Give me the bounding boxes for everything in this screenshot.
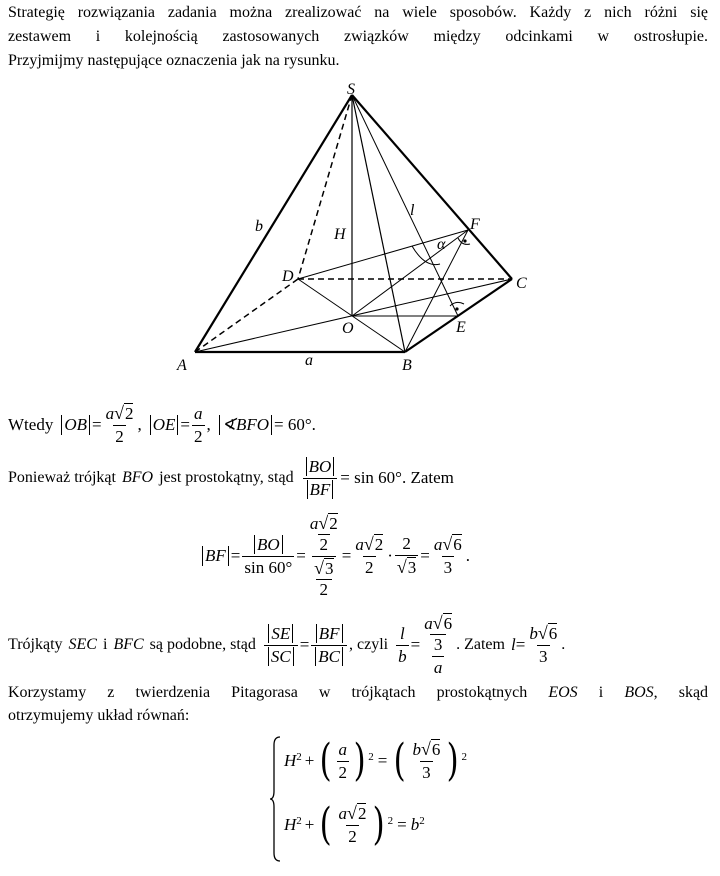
frac-a-over-2: $\frac{a}{2}$ (194, 403, 203, 446)
wtedy-lead: Wtedy (8, 415, 54, 434)
label-a: a (305, 352, 313, 369)
frac-BO-BF: $\frac{BO}{BF}$ (302, 457, 339, 500)
label-C: C (516, 275, 527, 292)
label-S: S (347, 81, 355, 98)
equation-1: H $^2$ + ( $\frac{a}{2}$ ) $^2$ = ( $\frac{b√6}{3}$ ) $^2$ (284, 735, 468, 786)
frac-a-sqrt2-over-2: $\frac{a√2}{2}$ (105, 403, 134, 446)
equation-system (270, 735, 470, 863)
label-E: E (456, 319, 466, 336)
wtedy-line: Wtedy OB = $\frac{a√2}{2}$ , OE = $\frac{a}{2}$ , ∢BFO = 60°. (8, 403, 316, 446)
intro-line-1: Strategię rozwiązania zadania można zrealizować na wiele sposobów. Każdy z nich różni się (8, 4, 708, 21)
korzystamy-line-1: Korzystamy z twierdzenia Pitagorasa w trójkątach prostokątnych EOS i BOS, skąd (8, 684, 709, 701)
abs-OE: OE (150, 415, 179, 435)
equation-2: H $^2$ + ( $\frac{a√2}{2}$ ) $^2$ = b $^2$ (284, 799, 425, 850)
frac-compound: a√2 2 √3 2 (309, 512, 338, 599)
bf-calculation: BF = $\frac{BO}{\sin 60^\circ}$ = a√2 2 √3 2 = $\frac{a√2}{2}$ · $\frac{2}{√3}$ = $\frac{a√6}{3}$ . (200, 508, 470, 604)
poniewaz-line: Ponieważ trójkąt BFO jest prostokątny, stąd $\frac{BO}{BF}$ = sin 60°. Zatem (8, 456, 454, 499)
label-A: A (177, 357, 187, 374)
label-b: b (255, 218, 263, 235)
label-B: B (402, 357, 412, 374)
abs-angle-BFO: ∢BFO (219, 415, 272, 435)
label-H: H (334, 226, 346, 243)
abs-OB: OB (61, 415, 90, 435)
intro-line-2: zestawem i kolejnością zastosowanych związków między odcinkami w ostrosłupie. (8, 28, 708, 45)
trojkaty-line: Trójkąty SEC i BFC są podobne, stąd $\frac{SE}{SC}$ = $\frac{BF}{BC}$ , czyli $\frac{l}{b}$ = a√6 3 a . Zatem l = $\frac{b√6}{3}$ . (8, 612, 566, 677)
label-l: l (410, 202, 415, 219)
label-alpha: α (437, 236, 446, 253)
label-D: D (282, 268, 294, 285)
intro-line-3: Przyjmijmy następujące oznaczenia jak na rysunku. (8, 52, 340, 69)
left-brace (270, 735, 282, 863)
pyramid-figure (0, 0, 720, 400)
label-F: F (470, 216, 480, 233)
label-O: O (342, 320, 354, 337)
korzystamy-line-2: otrzymujemy układ równań: (8, 707, 190, 724)
